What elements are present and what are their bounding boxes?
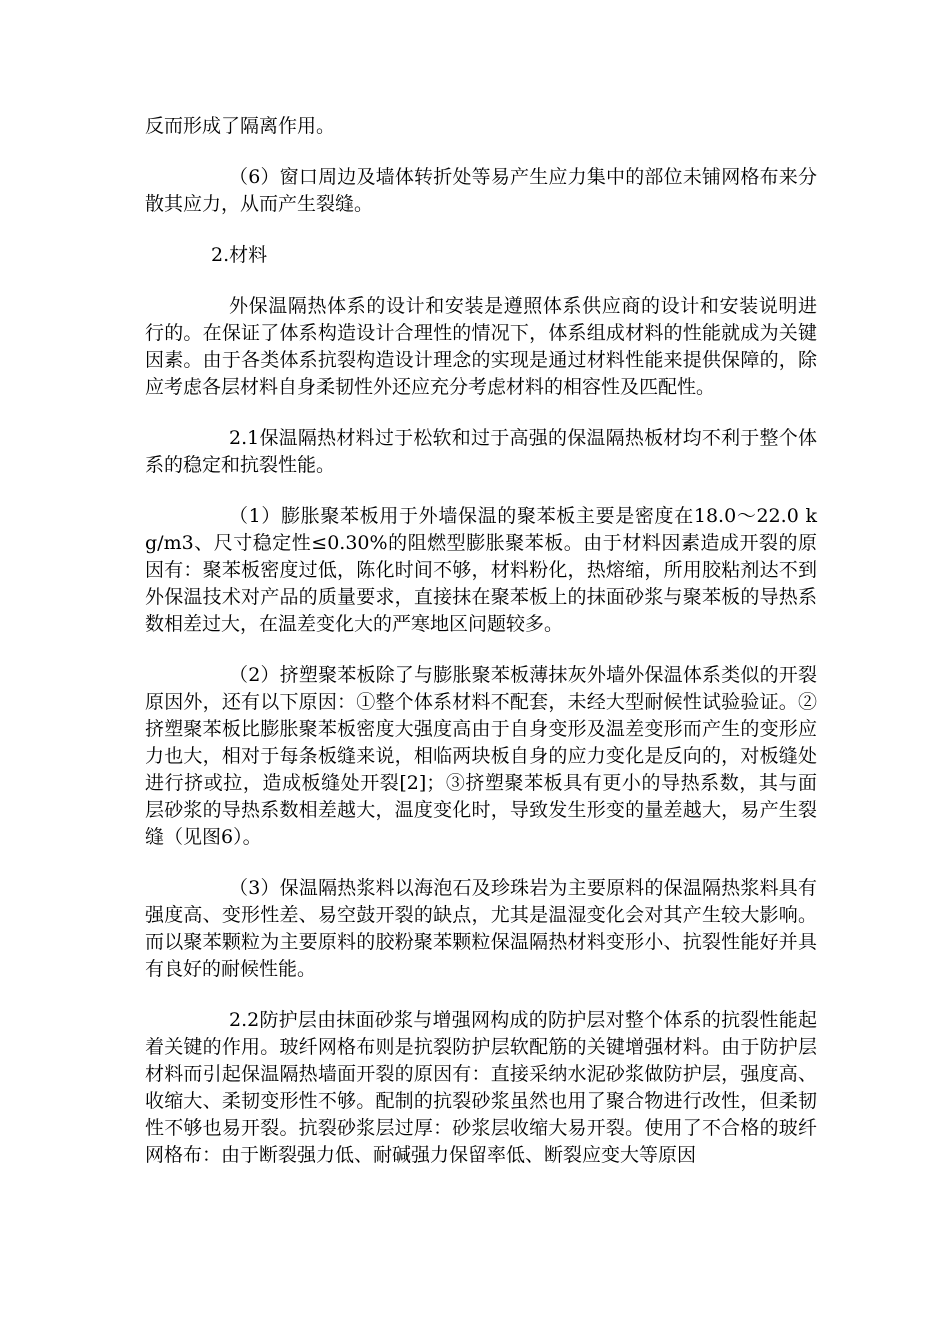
paragraph-2-2-protective-layer: 2.2防护层由抹面砂浆与增强网构成的防护层对整个体系的抗裂性能起着关键的作用。玻纤网格布则是抗裂防护层软配筋的关键增强材料。由于防护层材料而引起保温隔热墙面开裂的原因有：直接采纳水泥砂浆做防护层，强度高、收缩大、柔韧变形性不够。配制的抗裂砂浆虽然也用了聚合物进行改性，但柔韧性不够也易开裂。抗裂砂浆层过厚：砂浆层收缩大易开裂。使用了不合格的玻纤网格布：由于断裂强力低、耐碱强力保留率低、断裂应变大等原因: [145, 1009, 817, 1166]
paragraph-isolation-effect: 反而形成了隔离作用。: [145, 115, 336, 137]
paragraph-2-1-insulation-materials: 2.1保温隔热材料过于松软和过于高强的保温隔热板材均不利于整个体系的稳定和抗裂性能。: [145, 427, 817, 476]
paragraph-item-2-xps-board: （2）挤塑聚苯板除了与膨胀聚苯板薄抹灰外墙外保温体系类似的开裂原因外，还有以下原因：①整个体系材料不配套，未经大型耐候性试验验证。②挤塑聚苯板比膨胀聚苯板密度大强度高由于自身变形及温差变形而产生的变形应力也大，相对于每条板缝来说，相临两块板自身的应力变化是反向的，对板缝处进行挤或拉，造成板缝处开裂[2]；③挤塑聚苯板具有更小的导热系数，其与面层砂浆的导热系数相差越大，温度变化时，导致发生形变的量差越大，易产生裂缝（见图6）。: [145, 664, 817, 848]
document-page: [145, 113, 817, 1193]
paragraph-materials-intro: 外保温隔热体系的设计和安装是遵照体系供应商的设计和安装说明进行的。在保证了体系构造设计合理性的情况下，体系组成材料的性能就成为关键因素。由于各类体系抗裂构造设计理念的实现是通过材料性能来提供保障的，除应考虑各层材料自身柔韧性外还应充分考虑材料的相容性及匹配性。: [145, 295, 817, 398]
section-heading-materials: 2.材料: [211, 244, 268, 266]
paragraph-item-3-insulation-mortar: （3）保温隔热浆料以海泡石及珍珠岩为主要原料的保温隔热浆料具有强度高、变形性差、易空鼓开裂的缺点，尤其是温湿变化会对其产生较大影响。而以聚苯颗粒为主要原料的胶粉聚苯颗粒保温隔热材料变形小、抗裂性能好并具有良好的耐候性能。: [145, 877, 817, 980]
paragraph-item-6-window-edges: （6）窗口周边及墙体转折处等易产生应力集中的部位未铺网格布来分散其应力，从而产生裂缝。: [145, 166, 817, 215]
paragraph-item-1-eps-board: （1）膨胀聚苯板用于外墙保温的聚苯板主要是密度在18.0～22.0 kg/m3、尺寸稳定性≤0.30%的阻燃型膨胀聚苯板。由于材料因素造成开裂的原因有：聚苯板密度过低，陈化时间不够，材料粉化，热熔缩，所用胶粘剂达不到外保温技术对产品的质量要求，直接抹在聚苯板上的抹面砂浆与聚苯板的导热系数相差过大，在温差变化大的严寒地区问题较多。: [145, 505, 817, 635]
